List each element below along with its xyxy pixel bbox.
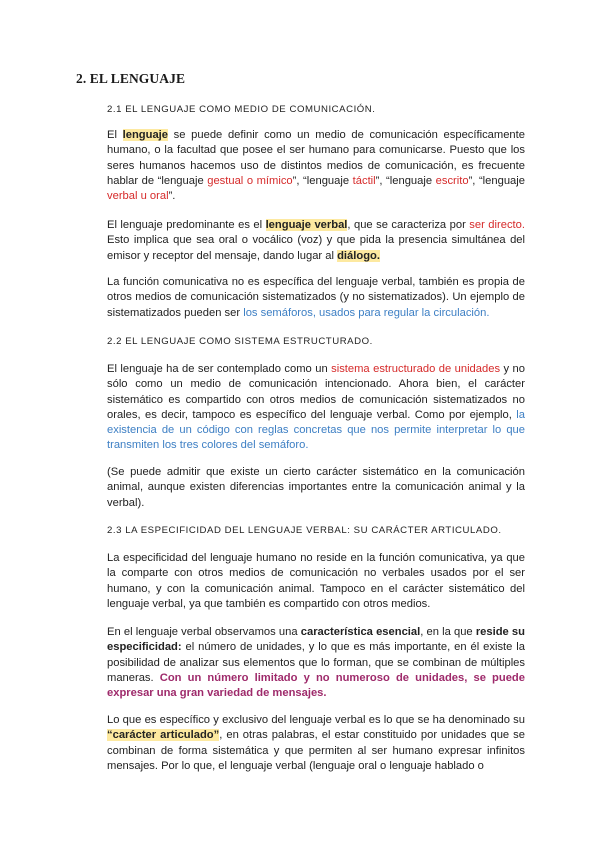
subsection-heading-2-1: 2.1 EL LENGUAJE COMO MEDIO DE COMUNICACIÓN. xyxy=(107,104,376,115)
highlight-dialogo: diálogo. xyxy=(337,249,380,262)
highlight-caracter-articulado: “carácter articulado” xyxy=(107,729,220,742)
paragraph-2-1-definition: El lenguaje se puede definir como un medio de comunicación específicamente humano, o la facultad que posee el ser humano para comunicarse. Puesto que los seres humanos hacemos uso de distintos medios de comunicación, es frecuente hablar de “lenguaje gestual o mímico”, “lenguaje táctil”, “lenguaje escrito”, “lenguaje verbal u oral”. xyxy=(107,129,525,203)
highlight-lenguaje-verbal: lenguaje verbal xyxy=(265,219,348,231)
section-title: 2. EL LENGUAJE xyxy=(76,71,186,86)
paragraph-2-1-verbal: El lenguaje predominante es el lenguaje verbal, que se caracteriza por ser directo. Esto implica que sea oral o vocálico (voz) y que pida la presencia simultánea del emisor y receptor del mensaje, dando lugar al diálogo. xyxy=(107,219,525,262)
subsection-heading-2-2: 2.2 EL LENGUAJE COMO SISTEMA ESTRUCTURADO. xyxy=(107,336,373,347)
paragraph-2-1-funcion: La función comunicativa no es específica del lenguaje verbal, también es propia de otros medios de comunicación sistematizados (y no sistematizados). Un ejemplo de sistematizados pueden ser los semáforos, usados para regular la circulación. xyxy=(107,276,525,319)
paragraph-2-3-especificidad: La especificidad del lenguaje humano no reside en la función comunicativa, ya que la comparte con otros medios de comunicación no verbales usados por el ser humano, y con la comunicación animal. Tampoco en el carácter sistemático del lenguaje verbal, ya que también es compartido con otros medios. xyxy=(107,552,525,610)
paragraph-2-3-articulado: Lo que es específico y exclusivo del lenguaje verbal es lo que se ha denominado su “carácter articulado”, en otras palabras, el estar constituido por unidades que se combinan de forma sistemática y que permiten al ser humano expresar infinitos mensajes. Por lo que, el lenguaje verbal (lenguaje oral o lenguaje hablado o xyxy=(107,714,525,772)
paragraph-2-2-sistema: El lenguaje ha de ser contemplado como un sistema estructurado de unidades y no sólo como un medio de comunicación intencionado. Ahora bien, el carácter sistemático es compartido con otros medios de comunicación sistematizados no orales, es decir, tampoco es específico del lenguaje verbal. Como por ejemplo, la existencia de un código con reglas concretas que nos permite interpretar lo que transmiten los tres colores del semáforo. xyxy=(107,363,525,452)
paragraph-2-2-animal: (Se puede admitir que existe un cierto carácter sistemático en la comunicación animal, aunque existen diferencias importantes entre la comunicación animal y la verbal). xyxy=(107,466,525,509)
paragraph-2-3-caracteristica: En el lenguaje verbal observamos una característica esencial, en la que reside su especificidad: el número de unidades, y lo que es más importante, en él existe la posibilidad de analizar sus elementos que lo forman, que se combinan de múltiples maneras. Con un número limitado y no numeroso de unidades, se puede expresar una gran variedad de mensajes. xyxy=(107,626,525,700)
subsection-heading-2-3: 2.3 LA ESPECIFICIDAD DEL LENGUAJE VERBAL: SU CARÁCTER ARTICULADO. xyxy=(107,525,502,536)
highlight-lenguaje: lenguaje xyxy=(122,129,169,141)
